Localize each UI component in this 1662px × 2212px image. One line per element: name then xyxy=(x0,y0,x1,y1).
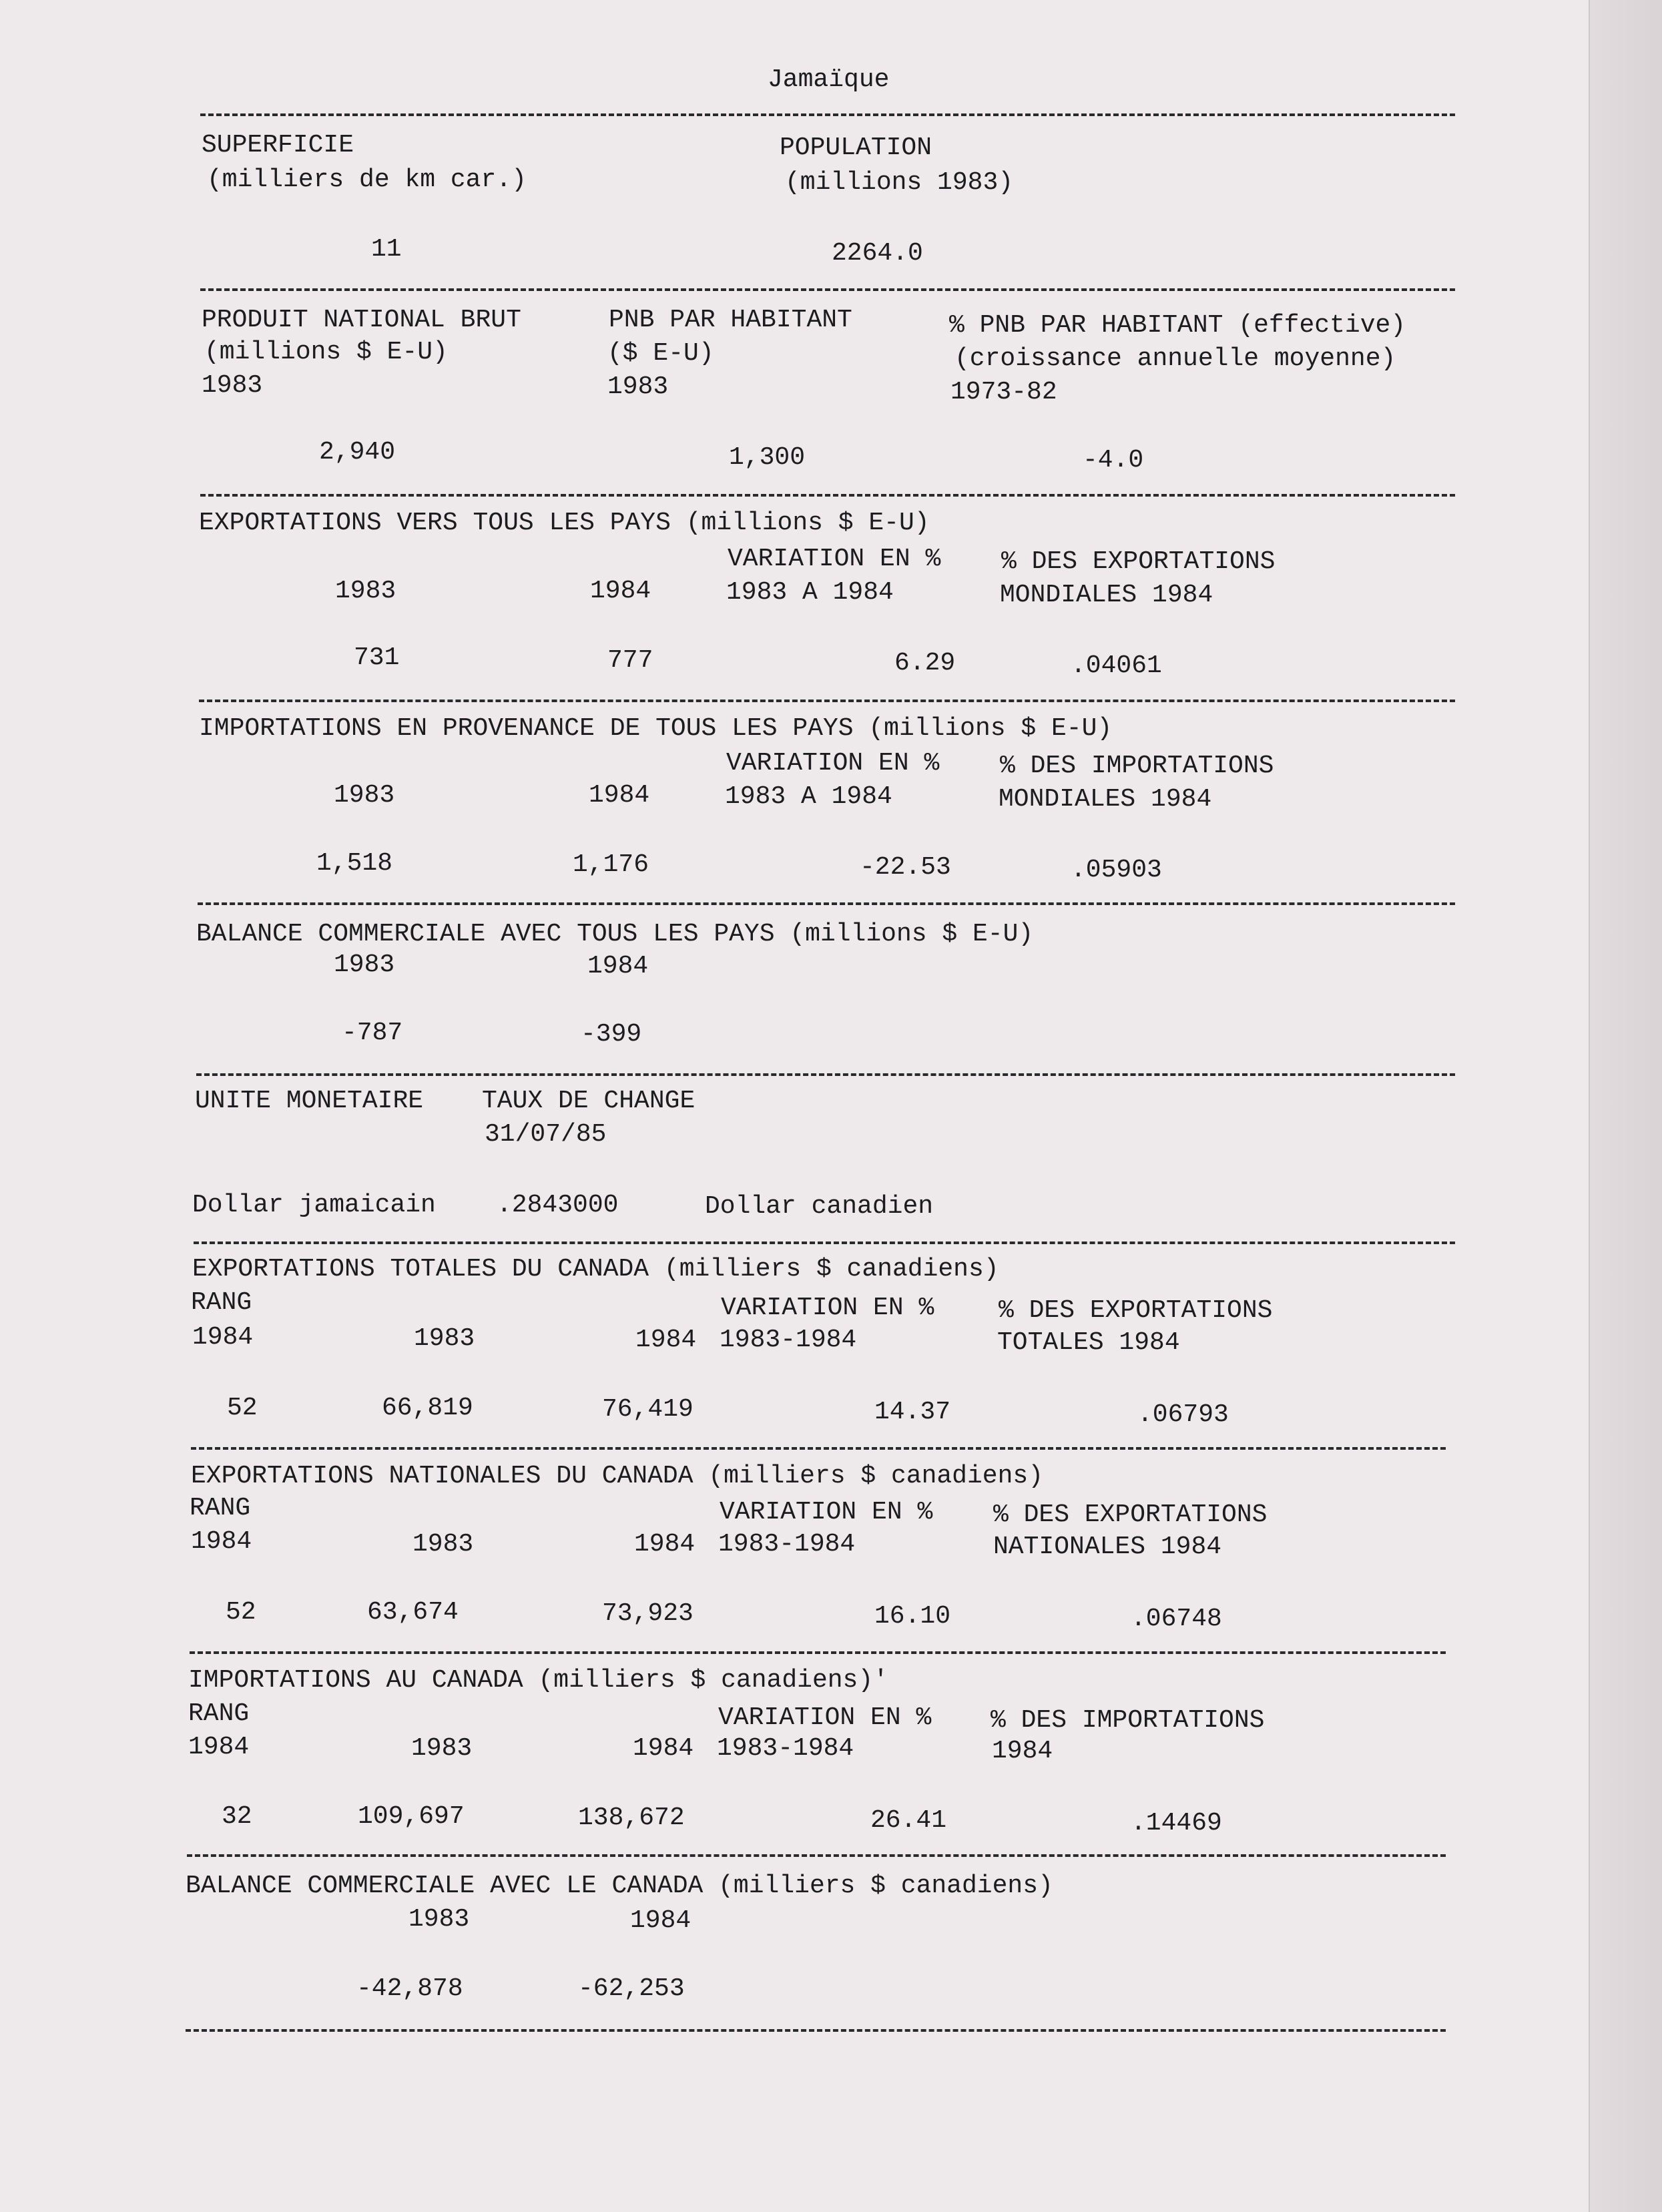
imports-world-share-header: % DES IMPORTATIONS xyxy=(1000,752,1274,780)
gnp-per-capita-year: 1983 xyxy=(607,372,669,401)
canada-domestic-exports-variation-years: 1983-1984 xyxy=(718,1530,856,1559)
canada-total-exports-rank-year: 1984 xyxy=(192,1323,254,1352)
canada-domestic-exports-year-1984: 1984 xyxy=(634,1530,696,1559)
currency-label: UNITE MONETAIRE xyxy=(195,1087,424,1115)
canada-total-exports-year-1984: 1984 xyxy=(635,1326,697,1354)
imports-world-share-sub: MONDIALES 1984 xyxy=(999,785,1212,814)
exports-world-year-1984: 1984 xyxy=(590,577,651,605)
area-value: 11 xyxy=(371,235,402,264)
divider xyxy=(200,113,1455,116)
exchange-rate-value: .2843000 xyxy=(497,1191,619,1219)
imports-world-variation-years: 1983 A 1984 xyxy=(725,782,892,811)
gnp-growth-years: 1973-82 xyxy=(950,378,1057,406)
canada-total-exports-variation: 14.37 xyxy=(874,1398,951,1426)
imports-world-year-1983: 1983 xyxy=(334,781,395,810)
area-label: SUPERFICIE xyxy=(202,131,354,160)
gnp-growth-label: % PNB PAR HABITANT (effective) xyxy=(949,311,1406,340)
canada-imports-share: .14469 xyxy=(1131,1809,1222,1838)
imports-world-1984: 1,176 xyxy=(573,850,649,879)
canada-trade-balance-title: BALANCE COMMERCIALE AVEC LE CANADA (milliers $ canadiens) xyxy=(186,1872,1053,1900)
canada-imports-year-1984: 1984 xyxy=(633,1734,694,1763)
canada-total-exports-title: EXPORTATIONS TOTALES DU CANADA (milliers $ canadiens) xyxy=(192,1255,999,1284)
area-unit: (milliers de km car.) xyxy=(207,166,527,194)
canada-domestic-exports-1983: 63,674 xyxy=(367,1598,459,1627)
canada-domestic-exports-title: EXPORTATIONS NATIONALES DU CANADA (milliers $ canadiens) xyxy=(191,1462,1044,1490)
canada-domestic-exports-share-sub: NATIONALES 1984 xyxy=(993,1533,1222,1561)
canada-domestic-exports-variation-header: VARIATION EN % xyxy=(720,1498,933,1527)
canada-imports-title: IMPORTATIONS AU CANADA (milliers $ canadiens)' xyxy=(188,1666,888,1695)
canada-imports-variation: 26.41 xyxy=(870,1806,947,1835)
canada-imports-1984: 138,672 xyxy=(578,1804,685,1832)
canada-total-exports-share-sub: TOTALES 1984 xyxy=(997,1328,1180,1357)
canada-domestic-exports-1984: 73,923 xyxy=(602,1599,694,1628)
imports-world-title: IMPORTATIONS EN PROVENANCE DE TOUS LES PAYS (millions $ E-U) xyxy=(199,714,1113,743)
canada-trade-balance-1983: -42,878 xyxy=(356,1974,463,2003)
canada-total-exports-1983: 66,819 xyxy=(382,1394,473,1422)
canada-total-exports-rank-label: RANG xyxy=(191,1288,252,1317)
exports-world-1983: 731 xyxy=(354,643,400,672)
divider xyxy=(198,902,1455,905)
canada-imports-year-1983: 1983 xyxy=(411,1734,473,1763)
canada-trade-balance-year-1983: 1983 xyxy=(408,1905,470,1934)
canada-total-exports-1984: 76,419 xyxy=(602,1395,694,1424)
canada-imports-rank-label: RANG xyxy=(188,1699,250,1728)
gnp-year: 1983 xyxy=(202,371,263,400)
canada-total-exports-rank: 52 xyxy=(227,1394,258,1422)
divider xyxy=(190,1651,1446,1654)
canada-domestic-exports-share: .06748 xyxy=(1131,1605,1222,1633)
canada-domestic-exports-rank-label: RANG xyxy=(190,1494,251,1523)
divider xyxy=(200,494,1455,497)
exports-world-1984: 777 xyxy=(607,646,653,675)
imports-world-1983: 1,518 xyxy=(316,849,393,878)
gnp-label: PRODUIT NATIONAL BRUT xyxy=(202,306,521,334)
exports-world-share-sub: MONDIALES 1984 xyxy=(1000,581,1213,609)
canada-imports-1983: 109,697 xyxy=(358,1802,465,1831)
canada-imports-variation-header: VARIATION EN % xyxy=(718,1703,932,1732)
page-edge xyxy=(1589,0,1662,2212)
population-value: 2264.0 xyxy=(832,239,923,268)
gnp-per-capita-value: 1,300 xyxy=(729,443,806,472)
imports-world-variation: -22.53 xyxy=(860,853,951,882)
exports-world-title: EXPORTATIONS VERS TOUS LES PAYS (millions $ E-U) xyxy=(199,509,930,537)
exports-world-share: .04061 xyxy=(1071,651,1162,680)
canada-imports-rank: 32 xyxy=(222,1802,252,1831)
canada-domestic-exports-rank: 52 xyxy=(226,1598,256,1627)
canada-imports-variation-years: 1983-1984 xyxy=(717,1734,854,1763)
currency-name: Dollar jamaicain xyxy=(192,1191,436,1219)
trade-balance-world-year-1983: 1983 xyxy=(334,950,395,979)
canada-domestic-exports-year-1983: 1983 xyxy=(412,1530,474,1559)
exchange-rate-date: 31/07/85 xyxy=(485,1120,607,1149)
divider xyxy=(194,1241,1455,1244)
gnp-growth-unit: (croissance annuelle moyenne) xyxy=(954,344,1396,373)
divider xyxy=(191,1447,1446,1450)
gnp-per-capita-unit: ($ E-U) xyxy=(607,339,714,368)
divider xyxy=(187,1854,1446,1857)
divider xyxy=(200,288,1455,291)
canada-domestic-exports-share-header: % DES EXPORTATIONS xyxy=(993,1500,1268,1529)
gnp-growth-value: -4.0 xyxy=(1083,446,1144,475)
gnp-value: 2,940 xyxy=(319,438,396,467)
canada-total-exports-variation-years: 1983-1984 xyxy=(720,1326,857,1354)
trade-balance-world-year-1984: 1984 xyxy=(587,952,649,981)
canada-trade-balance-year-1984: 1984 xyxy=(630,1906,691,1935)
canada-trade-balance-1984: -62,253 xyxy=(578,1974,685,2003)
divider xyxy=(199,700,1455,702)
trade-balance-world-title: BALANCE COMMERCIALE AVEC TOUS LES PAYS (millions $ E-U) xyxy=(196,920,1034,948)
trade-balance-world-1983: -787 xyxy=(342,1019,403,1047)
canada-imports-share-header: % DES IMPORTATIONS xyxy=(991,1706,1265,1735)
population-label: POPULATION xyxy=(780,133,932,162)
exports-world-variation-header: VARIATION EN % xyxy=(728,545,941,573)
canada-total-exports-share: .06793 xyxy=(1137,1400,1229,1429)
exports-world-variation-years: 1983 A 1984 xyxy=(726,578,894,607)
exchange-rate-base: Dollar canadien xyxy=(705,1192,934,1221)
imports-world-share: .05903 xyxy=(1071,856,1162,884)
canada-domestic-exports-variation: 16.10 xyxy=(874,1602,951,1631)
canada-imports-rank-year: 1984 xyxy=(188,1733,250,1761)
gnp-unit: (millions $ E-U) xyxy=(204,338,448,366)
divider xyxy=(186,2029,1446,2032)
page-title: Jamaïque xyxy=(768,65,890,94)
exchange-rate-label: TAUX DE CHANGE xyxy=(482,1087,696,1115)
gnp-per-capita-label: PNB PAR HABITANT xyxy=(609,306,852,334)
canada-total-exports-year-1983: 1983 xyxy=(414,1324,475,1353)
imports-world-variation-header: VARIATION EN % xyxy=(726,749,940,778)
divider xyxy=(196,1073,1455,1076)
exports-world-variation: 6.29 xyxy=(894,649,956,677)
trade-balance-world-1984: -399 xyxy=(581,1020,642,1049)
canada-total-exports-variation-header: VARIATION EN % xyxy=(721,1294,934,1322)
canada-imports-share-sub: 1984 xyxy=(992,1737,1053,1765)
exports-world-share-header: % DES EXPORTATIONS xyxy=(1001,547,1276,576)
population-unit: (millions 1983) xyxy=(785,168,1014,197)
canada-total-exports-share-header: % DES EXPORTATIONS xyxy=(999,1296,1273,1325)
exports-world-year-1983: 1983 xyxy=(335,577,396,605)
canada-domestic-exports-rank-year: 1984 xyxy=(191,1527,252,1556)
imports-world-year-1984: 1984 xyxy=(589,781,650,810)
